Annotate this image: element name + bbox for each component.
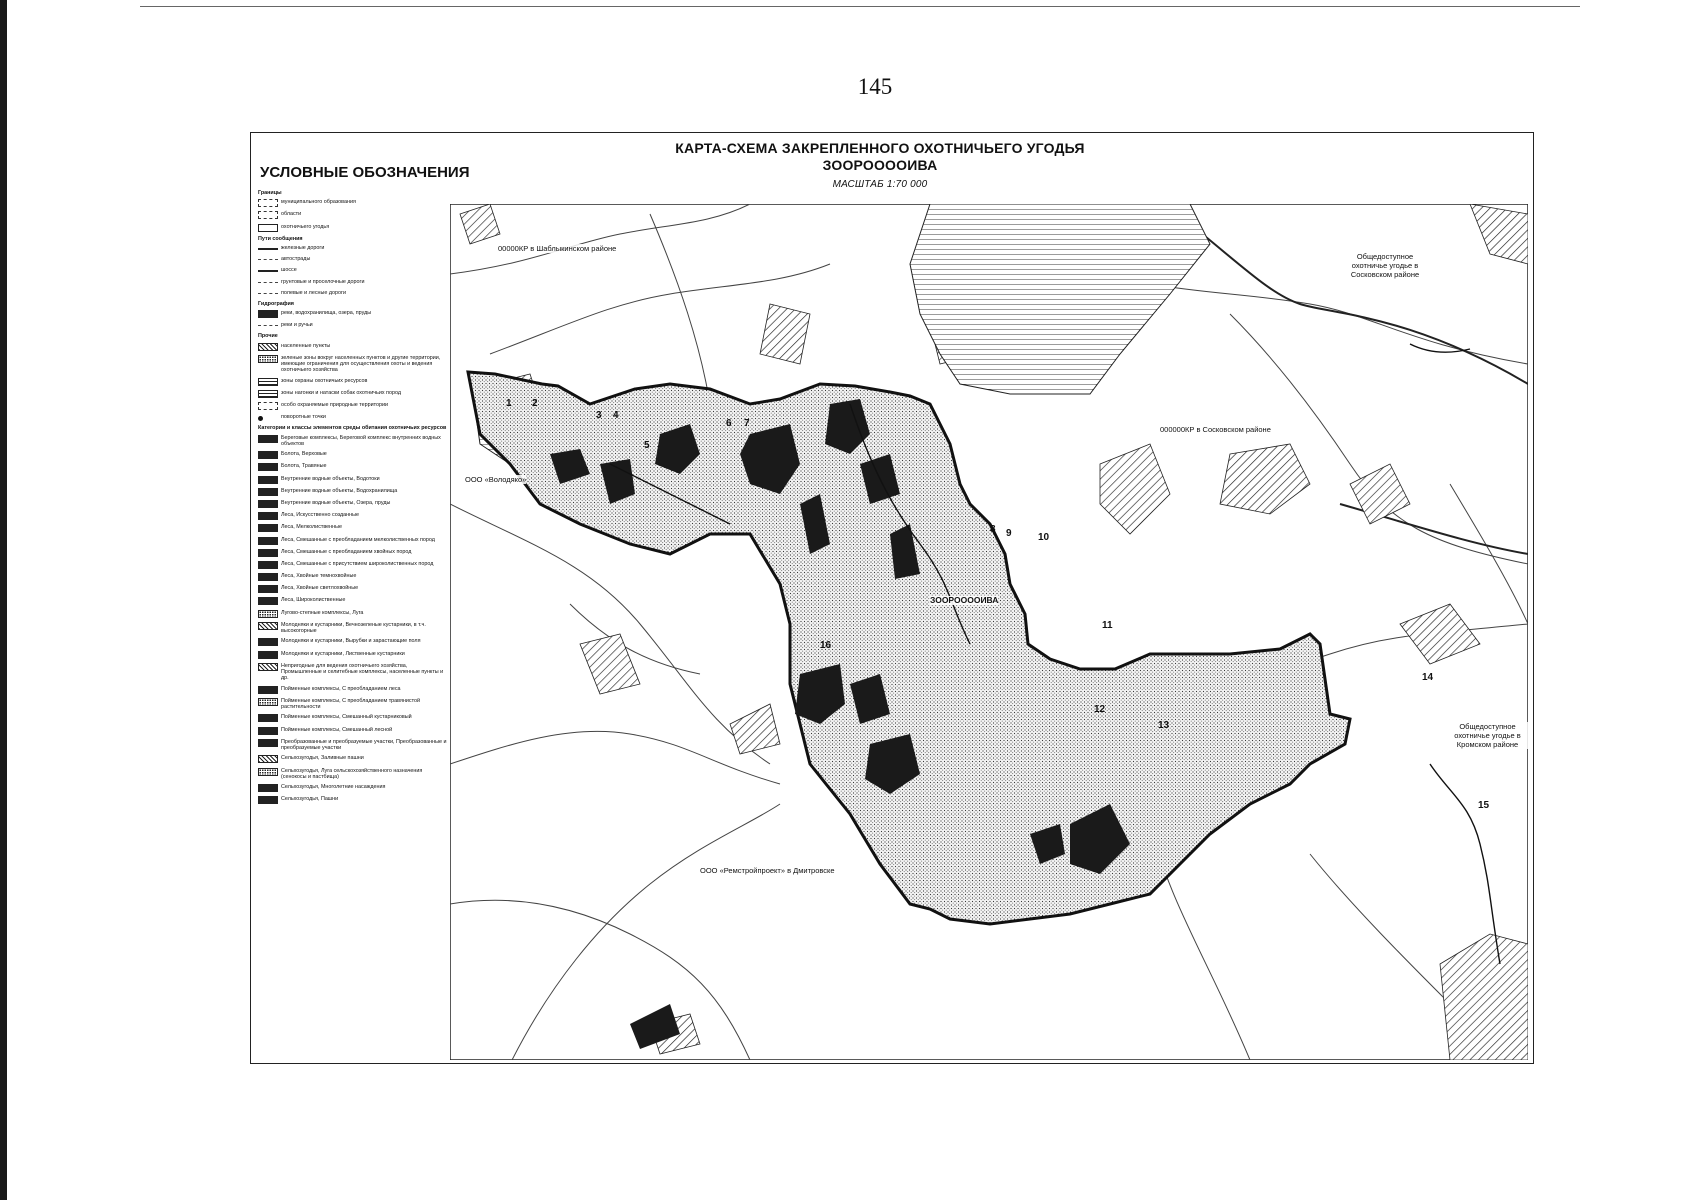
legend-item xyxy=(258,638,448,646)
legend-item-label: Сельхозугодья, Многолетние насаждения xyxy=(281,784,386,791)
legend-item-label: грунтовые и проселочные дороги xyxy=(281,278,365,285)
legend-item xyxy=(258,476,448,484)
legend-item-label: Пойменные комплексы, Смешанный лесной xyxy=(281,726,393,733)
legend-item-label: Леса, Смешанные с присутствием широколиственных пород xyxy=(281,560,434,567)
legend-item-label: Болота, Верховые xyxy=(281,451,327,458)
legend-item xyxy=(258,622,448,634)
legend-title: УСЛОВНЫЕ ОБОЗНАЧЕНИЯ xyxy=(260,164,470,181)
legend-item xyxy=(258,597,448,605)
legend-item-label: Леса, Хвойные темнохвойные xyxy=(281,573,357,580)
legend-item-label: охотничьего угодья xyxy=(281,223,330,230)
legend-item xyxy=(258,355,448,374)
legend-item-label: Молодняки и кустарники, Вечнозеленые кустарники, в т.ч. высокогорные xyxy=(281,621,426,635)
legend-swatch xyxy=(258,610,278,618)
legend-item-label: Леса, Смешанные с преобладанием хвойных пород xyxy=(281,548,412,555)
legend-item xyxy=(258,784,448,792)
legend-item xyxy=(258,267,448,274)
legend-swatch xyxy=(258,259,278,263)
turning-point-15: 15 xyxy=(1478,800,1490,811)
map-label-remstroyproekt: ООО «Ремстройпроект» в Дмитровске xyxy=(700,866,835,875)
legend-item xyxy=(258,686,448,694)
legend-item-label: Внутренние водные объекты, Водотоки xyxy=(281,475,380,482)
legend-item-label: Непригодные для ведения охотничьего хозяйства, Промышленные и селитебные комплексы, населенные пункты и др. xyxy=(281,662,444,682)
turning-point-8: 8 xyxy=(990,524,996,535)
legend-item-label: Леса, Смешанные с преобладанием мелколиственных пород xyxy=(281,536,435,543)
legend-item-label: Лугово-степные комплексы, Луга xyxy=(281,609,364,616)
legend-swatch xyxy=(258,224,278,232)
legend-item xyxy=(258,322,448,329)
legend-swatch xyxy=(258,416,263,421)
legend-swatch xyxy=(258,310,278,318)
legend-swatch xyxy=(258,378,278,386)
legend-item xyxy=(258,343,448,351)
legend-swatch xyxy=(258,488,278,496)
map-label-shablykino: 00000КР в Шаблыкинском районе xyxy=(498,244,617,253)
legend-item-label: поворотные точки xyxy=(281,414,326,421)
legend-item-label: реки, водохранилища, озера, пруды xyxy=(281,310,372,317)
legend-item-label: Сельхозугодья, Луга сельскохозяйственного назначения (сенокосы и пастбища) xyxy=(281,767,423,780)
legend-item-label: Леса, Широколиственные xyxy=(281,597,346,604)
legend-swatch xyxy=(258,500,278,508)
legend-group-heading: Гидрография xyxy=(258,300,294,307)
legend-swatch xyxy=(258,597,278,605)
legend-swatch xyxy=(258,476,278,484)
hunting-ground-label: ЗООРООООИВА xyxy=(930,595,999,605)
legend-swatch xyxy=(258,573,278,581)
legend-swatch xyxy=(258,524,278,532)
legend-item xyxy=(258,727,448,735)
legend-item-label: Пойменные комплексы, С преобладанием травянистой растительности xyxy=(281,697,420,710)
legend-swatch xyxy=(258,270,278,274)
legend-item-label: Внутренние водные объекты, Озера, пруды xyxy=(281,499,391,506)
turning-point-5: 5 xyxy=(644,440,650,451)
legend-item xyxy=(258,488,448,496)
turning-point-11: 11 xyxy=(1102,620,1113,631)
legend-item xyxy=(258,500,448,508)
turning-point-9: 9 xyxy=(1006,528,1012,539)
legend-item-label: автострады xyxy=(281,256,311,263)
legend-item-label: Молодняки и кустарники, Вырубки и зарастающие поля xyxy=(281,638,421,645)
legend-swatch xyxy=(258,248,278,252)
legend-item-label: полевые и лесные дороги xyxy=(281,289,346,296)
scan-edge xyxy=(0,0,7,1200)
legend-group-heading: Категории и классы элементов среды обитания охотничьих ресурсов xyxy=(258,425,447,432)
legend-item xyxy=(258,290,448,297)
legend-swatch xyxy=(258,714,278,722)
legend-item-label: зеленые зоны вокруг населенных пунктов и другие территории, имеющие ограничения для осуществления охоты и ведения охотничьего хозяйства xyxy=(281,354,441,374)
legend-item xyxy=(258,245,448,252)
legend-swatch xyxy=(258,199,278,207)
turning-point-13: 13 xyxy=(1158,720,1170,731)
legend-item xyxy=(258,549,448,557)
map-label-kromy-public: Общедоступное охотничье угодье в Кромском районе xyxy=(1445,722,1530,749)
legend-swatch xyxy=(258,282,278,286)
map-label-soskovo: 000000КР в Сосковском районе xyxy=(1160,425,1271,434)
map-label-soskovo-public: Общедоступное охотничье угодье в Сосковском районе xyxy=(1340,252,1430,279)
legend-swatch xyxy=(258,390,278,398)
legend-item-label: муниципального образования xyxy=(281,199,356,206)
legend-item-label: Пойменные комплексы, Смешанный кустарниковый xyxy=(281,714,412,721)
legend-swatch xyxy=(258,211,278,219)
turning-point-4: 4 xyxy=(613,410,619,421)
legend-item-label: Преобразованные и преобразуемые участки, Преобразованные и преобразуемые участки xyxy=(281,738,447,751)
legend-swatch xyxy=(258,325,278,329)
legend-swatch xyxy=(258,739,278,747)
legend-swatch xyxy=(258,784,278,792)
legend-item xyxy=(258,537,448,545)
legend-swatch xyxy=(258,402,278,410)
legend-swatch xyxy=(258,796,278,804)
legend-item-label: Леса, Мелколиственные xyxy=(281,524,342,531)
turning-point-14: 14 xyxy=(1422,672,1434,683)
legend-swatch xyxy=(258,435,278,443)
legend-item-label: Леса, Хвойные светлохвойные xyxy=(281,585,359,592)
legend-item-label: зоны нагонки и натаски собак охотничьих пород xyxy=(281,389,401,396)
legend-group-heading: Границы xyxy=(258,190,282,196)
legend-item xyxy=(258,768,448,780)
legend-item xyxy=(258,610,448,618)
legend-item xyxy=(258,211,448,219)
legend-item-label: Сельхозугодья, Пашни xyxy=(281,796,339,803)
legend-group-heading: Прочие xyxy=(258,333,278,340)
legend-item xyxy=(258,378,448,386)
legend-item xyxy=(258,256,448,263)
legend-swatch xyxy=(258,549,278,557)
legend-item xyxy=(258,796,448,804)
legend-swatch xyxy=(258,698,278,706)
legend-item-label: Сельхозугодья, Заливные пашни xyxy=(281,755,364,762)
legend-item xyxy=(258,310,448,318)
map-label-volodyako: ООО «Володяко» xyxy=(465,475,527,484)
legend-swatch xyxy=(258,768,278,776)
legend-item-label: Внутренние водные объекты, Водохранилища xyxy=(281,487,398,494)
map-title-line1: КАРТА-СХЕМА ЗАКРЕПЛЕННОГО ОХОТНИЧЬЕГО УГОДЬЯ xyxy=(675,140,1085,156)
legend-item xyxy=(258,224,448,232)
turning-point-10: 10 xyxy=(1038,532,1050,543)
legend-swatch xyxy=(258,293,278,297)
legend-item-label: железные дороги xyxy=(281,244,325,251)
legend-item-label: Пойменные комплексы, С преобладанием леса xyxy=(281,685,401,692)
legend-item-label: особо охраняемые природные территории xyxy=(281,402,389,409)
legend-item-label: Леса, Искусственно созданные xyxy=(281,512,359,519)
legend-item-label: зоны охраны охотничьих ресурсов xyxy=(281,377,368,384)
map-canvas[interactable] xyxy=(450,204,1528,1060)
legend-swatch xyxy=(258,585,278,593)
page-top-rule xyxy=(140,6,1580,7)
legend-item xyxy=(258,755,448,763)
turning-point-7: 7 xyxy=(744,418,750,429)
legend-item xyxy=(258,414,448,421)
legend-item xyxy=(258,524,448,532)
legend-item-label: реки и ручьи xyxy=(281,322,313,329)
legend-item xyxy=(258,451,448,459)
legend-item-label: населенные пункты xyxy=(281,342,331,349)
legend xyxy=(258,188,448,1058)
legend-item xyxy=(258,402,448,410)
turning-point-16: 16 xyxy=(820,640,832,651)
legend-swatch xyxy=(258,727,278,735)
legend-item xyxy=(258,435,448,447)
legend-item xyxy=(258,739,448,751)
legend-item-label: области xyxy=(281,211,302,218)
page-number: 145 xyxy=(857,74,893,99)
turning-point-1: 1 xyxy=(506,398,512,409)
legend-item-label: Береговые комплексы, Береговой комплекс внутренних водных объектов xyxy=(281,434,441,447)
legend-item xyxy=(258,199,448,207)
legend-swatch xyxy=(258,343,278,351)
turning-point-2: 2 xyxy=(532,398,538,409)
turning-point-3: 3 xyxy=(596,410,602,421)
legend-swatch xyxy=(258,463,278,471)
turning-point-12: 12 xyxy=(1094,704,1106,715)
legend-item xyxy=(258,561,448,569)
legend-swatch xyxy=(258,355,278,363)
legend-item xyxy=(258,573,448,581)
legend-swatch xyxy=(258,451,278,459)
legend-swatch xyxy=(258,622,278,630)
legend-swatch xyxy=(258,561,278,569)
legend-item xyxy=(258,463,448,471)
legend-swatch xyxy=(258,651,278,659)
legend-item xyxy=(258,279,448,286)
legend-item-label: Молодняки и кустарники, Лиственные кустарники xyxy=(281,650,405,657)
legend-item xyxy=(258,512,448,520)
legend-swatch xyxy=(258,663,278,671)
map-scale: МАСШТАБ 1:70 000 xyxy=(832,179,928,190)
legend-item xyxy=(258,714,448,722)
map-title-block xyxy=(640,140,1120,193)
legend-swatch xyxy=(258,638,278,646)
legend-item-label: Болота, Травяные xyxy=(281,463,327,470)
legend-swatch xyxy=(258,755,278,763)
legend-item xyxy=(258,698,448,710)
legend-item-label: шоссе xyxy=(281,267,297,274)
map-title-line2: ЗООРООООИВА xyxy=(822,157,938,173)
legend-swatch xyxy=(258,537,278,545)
legend-item xyxy=(258,390,448,398)
legend-group-heading: Пути сообщения xyxy=(258,235,303,242)
legend-item xyxy=(258,651,448,659)
legend-swatch xyxy=(258,686,278,694)
legend-swatch xyxy=(258,512,278,520)
turning-point-6: 6 xyxy=(726,418,732,429)
legend-item xyxy=(258,663,448,682)
legend-item xyxy=(258,585,448,593)
